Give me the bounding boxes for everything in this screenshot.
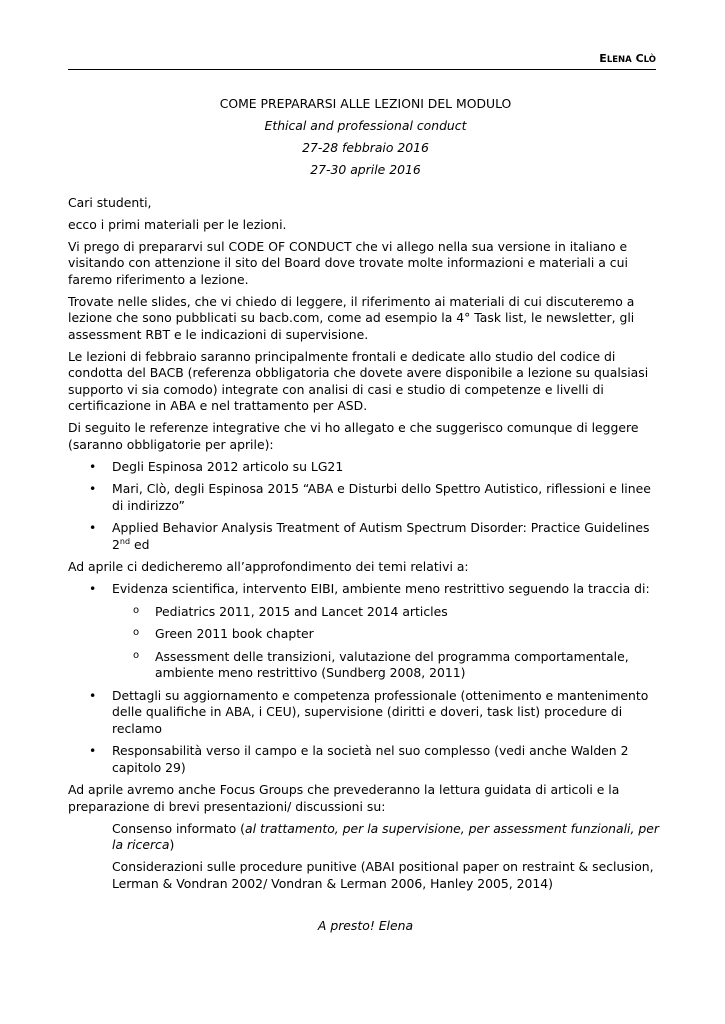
topics-list: [68, 581, 663, 776]
dates-february: 27-28 febbraio 2016: [302, 140, 429, 155]
signoff: A presto! Elena: [317, 918, 414, 933]
list-item: o Pediatrics 2011, 2015 and Lancet 2014 articles: [68, 604, 663, 621]
author-first-rest: LENA: [606, 55, 632, 65]
author-first-initial: E: [599, 52, 607, 65]
topic-evidence: Evidenza scientifica, intervento EIBI, ambiente meno restrittivo seguendo la traccia di:: [112, 581, 650, 596]
fg1-italic: al trattamento, per la supervisione, per assessment funzionali, per la ricerca: [112, 820, 659, 852]
list-item: o Assessment delle transizioni, valutazione del programma comportamentale, ambiente meno restrittivo (Sundberg 2008, 2011): [68, 649, 663, 682]
list-item: • Mari, Clò, degli Espinosa 2015 “ABA e Disturbi dello Spettro Autistico, riflessioni e linee di indirizzo”: [68, 481, 663, 514]
fg1-text: Consenso informato (: [112, 820, 245, 836]
document-body: [68, 96, 663, 935]
paragraph-focus-groups: Ad aprile avremo anche Focus Groups che prevederanno la lettura guidata di articoli e la preparazione di brevi presentazioni/ discussioni su:: [68, 782, 620, 814]
list-item: • Dettagli su aggiornamento e competenza professionale (ottenimento e mantenimento delle qualifiche in ABA, i CEU), supervisione (diritti e doveri, task list) procedure di reclamo: [68, 688, 663, 738]
author-last-rest: LÒ: [643, 55, 656, 65]
paragraph-code-of-conduct: Vi prego di prepararvi sul CODE OF CONDUCT che vi allego nella sua versione in italiano e visitando con attenzione il sito del Board dove trovate molte informazioni e materiali a cui faremo riferimento a lezione.: [68, 238, 628, 287]
ref3-superscript: nd: [119, 536, 131, 546]
author-last-initial: C: [635, 52, 644, 65]
focus-group-consent: [112, 821, 663, 854]
dates-april: 27-30 aprile 2016: [310, 162, 421, 177]
subtopics-list: [112, 604, 663, 682]
ref3-text: Applied Behavior Analysis Treatment of Autism Spectrum Disorder: Practice Guidelines 2: [112, 520, 650, 552]
page-header: [68, 52, 656, 70]
list-item: [68, 520, 663, 553]
paragraph-references: Di seguito le referenze integrative che vi ho allegato e che suggerisco comunque di leggere (saranno obbligatorie per aprile):: [68, 420, 639, 452]
list-item: [68, 581, 663, 682]
list-item: o Green 2011 book chapter: [68, 626, 663, 643]
ref3-end: ed: [130, 536, 150, 552]
fg1-end: ): [169, 837, 175, 852]
list-item: • Degli Espinosa 2012 articolo su LG21: [68, 459, 663, 476]
paragraph-february: Le lezioni di febbraio saranno principalmente frontali e dedicate allo studio del codice di condotta del BACB (referenza obbligatoria che dovete avere disponibile a lezione su qualsiasi supporto vi sia comodo) integrate con analisi di casi e studio di competenze e livelli di certificazione in ABA e nel trattamento per ASD.: [68, 348, 649, 413]
greeting: Cari studenti,: [68, 194, 152, 210]
list-item: • Responsabilità verso il campo e la società nel suo complesso (vedi anche Walden 2 capitolo 29): [68, 743, 663, 776]
focus-group-punitive: Considerazioni sulle procedure punitive (ABAI positional paper on restraint & seclusion, Lerman & Vondran 2002/ Vondran & Lerman 2006, Hanley 2005, 2014): [112, 859, 654, 891]
module-title: COME PREPARARSI ALLE LEZIONI DEL MODULO: [219, 96, 512, 111]
paragraph-april: Ad aprile ci dedicheremo all’approfondimento dei temi relativi a:: [68, 559, 469, 574]
references-list: [68, 459, 663, 554]
paragraph-slides: Trovate nelle slides, che vi chiedo di leggere, il riferimento ai materiali di cui discuteremo a lezione che sono pubblicati su bacb.com, come ad esempio la 4° Task list, le newsletter, gli assessment RBT e le indicazioni di supervisione.: [68, 293, 635, 342]
module-subtitle: Ethical and professional conduct: [264, 118, 467, 133]
paragraph-intro: ecco i primi materiali per le lezioni.: [68, 216, 287, 232]
